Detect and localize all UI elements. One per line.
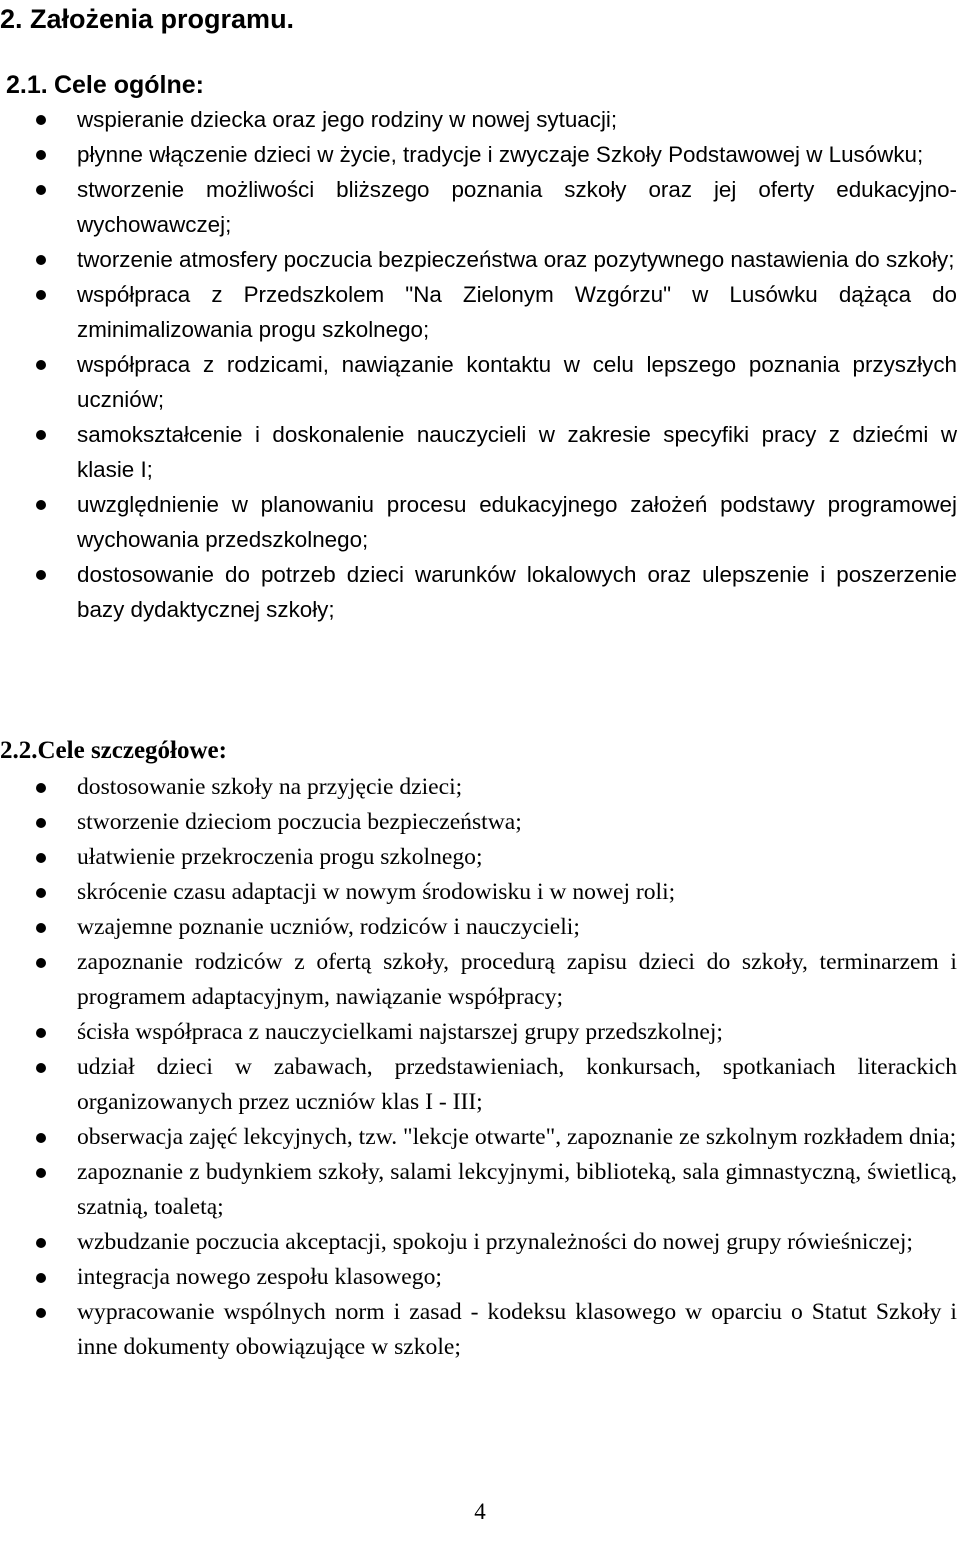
bullet-icon — [36, 500, 46, 510]
list-item-text: ułatwienie przekroczenia progu szkolnego; — [77, 844, 483, 870]
list-item — [0, 347, 957, 417]
page-number: 4 — [474, 1499, 486, 1524]
list-item — [0, 1155, 957, 1225]
bullet-icon — [36, 570, 46, 580]
section-heading: 2. Założenia programu. — [0, 4, 295, 34]
bullet-icon — [36, 150, 46, 160]
list-item — [0, 1015, 957, 1050]
list-item — [0, 172, 957, 242]
list-item-text: tworzenie atmosfery poczucia bezpieczeństwa oraz pozytywnego nastawienia do szkoły; — [77, 247, 955, 272]
bullet-icon — [36, 115, 46, 125]
bullet-icon — [36, 1308, 46, 1318]
list-item-text: udział dzieci w zabawach, przedstawieniach, konkursach, spotkaniach literackich organizowanych przez uczniów klas I - III; — [77, 1054, 957, 1115]
list-item — [0, 417, 957, 487]
list-item-text: dostosowanie do potrzeb dzieci warunków lokalowych oraz ulepszenie i poszerzenie bazy dydaktycznej szkoły; — [77, 562, 957, 622]
bullet-icon — [36, 818, 46, 828]
list-item-text: współpraca z Przedszkolem "Na Zielonym Wzgórzu" w Lusówku dążąca do zminimalizowania progu szkolnego; — [77, 282, 957, 342]
list-item — [0, 102, 957, 137]
list-item-text: zapoznanie z budynkiem szkoły, salami lekcyjnymi, biblioteką, sala gimnastyczną, świetlicą, szatnią, toaletą; — [77, 1159, 957, 1220]
list-item-text: integracja nowego zespołu klasowego; — [77, 1264, 442, 1290]
bullet-icon — [36, 1168, 46, 1178]
list-item-text: wzbudzanie poczucia akceptacji, spokoju i przynależności do nowej grupy rówieśniczej; — [77, 1229, 913, 1255]
list-item-text: wzajemne poznanie uczniów, rodziców i nauczycieli; — [77, 914, 580, 940]
list-item — [0, 945, 957, 1015]
list-item — [0, 242, 957, 277]
list-item — [0, 840, 957, 875]
list-item — [0, 1225, 957, 1260]
list-item-text: wspieranie dziecka oraz jego rodziny w nowej sytuacji; — [77, 107, 618, 132]
bullet-icon — [36, 1063, 46, 1073]
bullet-icon — [36, 783, 46, 793]
list-item-text: zapoznanie rodziców z ofertą szkoły, procedurą zapisu dzieci do szkoły, terminarzem i programem adaptacyjnym, nawiązanie współpracy; — [77, 949, 957, 1010]
list-item-text: stworzenie możliwości bliższego poznania szkoły oraz jej oferty edukacyjno- wychowawczej; — [77, 177, 957, 237]
list-item — [0, 557, 957, 627]
list-item-text: dostosowanie szkoły na przyjęcie dzieci; — [77, 774, 463, 800]
list-item — [0, 1120, 957, 1155]
specific-goals-number: 2.2. — [0, 737, 38, 764]
list-item — [0, 875, 957, 910]
list-item — [0, 770, 957, 805]
specific-goals-list — [0, 770, 957, 1365]
bullet-icon — [36, 888, 46, 898]
list-item — [0, 910, 957, 945]
list-item-text: samokształcenie i doskonalenie nauczycieli w zakresie specyfiki pracy z dziećmi w klasie I; — [77, 422, 957, 482]
list-item-text: wypracowanie wspólnych norm i zasad - kodeksu klasowego w oparciu o Statut Szkoły i inne dokumenty obowiązujące w szkole; — [77, 1299, 957, 1360]
bullet-icon — [36, 430, 46, 440]
general-goals-number: 2.1. — [6, 71, 48, 99]
specific-goals-title: Cele szczegółowe: — [37, 737, 227, 764]
general-goals-title: Cele ogólne: — [53, 71, 204, 99]
bullet-icon — [36, 1133, 46, 1143]
specific-goals-heading — [0, 734, 227, 768]
general-goals-list — [0, 102, 957, 627]
list-item-text: uwzględnienie w planowaniu procesu edukacyjnego założeń podstawy programowej wychowania przedszkolnego; — [77, 492, 957, 552]
list-item-text: stworzenie dzieciom poczucia bezpieczeństwa; — [77, 809, 522, 835]
bullet-icon — [36, 853, 46, 863]
list-item-text: skrócenie czasu adaptacji w nowym środowisku i w nowej roli; — [77, 879, 676, 905]
list-item — [0, 277, 957, 347]
bullet-icon — [36, 923, 46, 933]
list-item — [0, 137, 957, 172]
list-item-text: obserwacja zajęć lekcyjnych, tzw. "lekcje otwarte", zapoznanie ze szkolnym rozkładem dnia; — [77, 1124, 957, 1150]
list-item — [0, 1295, 957, 1365]
bullet-icon — [36, 1273, 46, 1283]
list-item-text: płynne włączenie dzieci w życie, tradycje i zwyczaje Szkoły Podstawowej w Lusówku; — [77, 142, 924, 167]
list-item — [0, 1260, 957, 1295]
bullet-icon — [36, 360, 46, 370]
general-goals-heading — [6, 68, 204, 103]
bullet-icon — [36, 1028, 46, 1038]
list-item-text: współpraca z rodzicami, nawiązanie kontaktu w celu lepszego poznania przyszłych uczniów; — [77, 352, 957, 412]
list-item — [0, 1050, 957, 1120]
bullet-icon — [36, 1238, 46, 1248]
bullet-icon — [36, 290, 46, 300]
list-item-text: ścisła współpraca z nauczycielkami najstarszej grupy przedszkolnej; — [77, 1019, 723, 1045]
list-item — [0, 805, 957, 840]
bullet-icon — [36, 958, 46, 968]
list-item — [0, 487, 957, 557]
bullet-icon — [36, 255, 46, 265]
bullet-icon — [36, 185, 46, 195]
